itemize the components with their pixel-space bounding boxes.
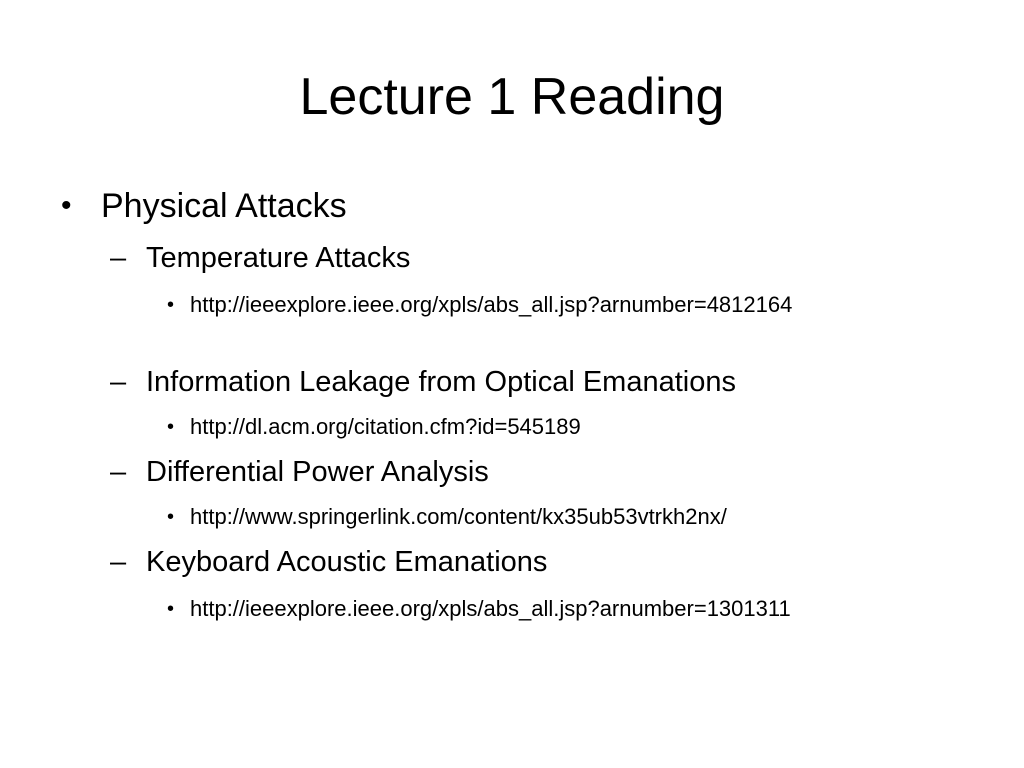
link-item-temperature[interactable] [167, 290, 970, 320]
slide-title: Lecture 1 Reading [299, 68, 725, 126]
link-item-optical[interactable] [167, 412, 970, 442]
sub-bullet-optical-emanations [110, 364, 736, 400]
dash-icon: – [110, 546, 127, 578]
sub-bullet-label: Keyboard Acoustic Emanations [146, 546, 548, 578]
link-item-keyboard[interactable] [167, 594, 970, 624]
link-text[interactable]: http://www.springerlink.com/content/kx35ub53vtrkh2nx/ [190, 504, 727, 529]
bullet-icon: • [167, 294, 175, 316]
dash-icon: – [110, 456, 127, 488]
bullet-label: Physical Attacks [101, 187, 347, 225]
dash-icon: – [110, 242, 127, 274]
bullet-physical-attacks [61, 185, 347, 227]
sub-bullet-label: Differential Power Analysis [146, 456, 489, 488]
sub-bullet-power-analysis [110, 454, 489, 490]
link-text[interactable]: http://ieeexplore.ieee.org/xpls/abs_all.jsp?arnumber=1301311 [190, 596, 791, 621]
dash-icon: – [110, 366, 127, 398]
bullet-icon: • [167, 506, 175, 528]
bullet-icon: • [61, 189, 72, 222]
link-item-power[interactable] [167, 502, 970, 532]
sub-bullet-label: Temperature Attacks [146, 242, 411, 274]
sub-bullet-temperature-attacks [110, 240, 411, 276]
sub-bullet-keyboard-acoustic [110, 544, 548, 580]
bullet-icon: • [167, 598, 175, 620]
link-text[interactable]: http://ieeexplore.ieee.org/xpls/abs_all.jsp?arnumber=4812164 [190, 292, 793, 317]
sub-bullet-label: Information Leakage from Optical Emanations [146, 366, 736, 398]
link-text[interactable]: http://dl.acm.org/citation.cfm?id=545189 [190, 414, 581, 439]
bullet-icon: • [167, 416, 175, 438]
